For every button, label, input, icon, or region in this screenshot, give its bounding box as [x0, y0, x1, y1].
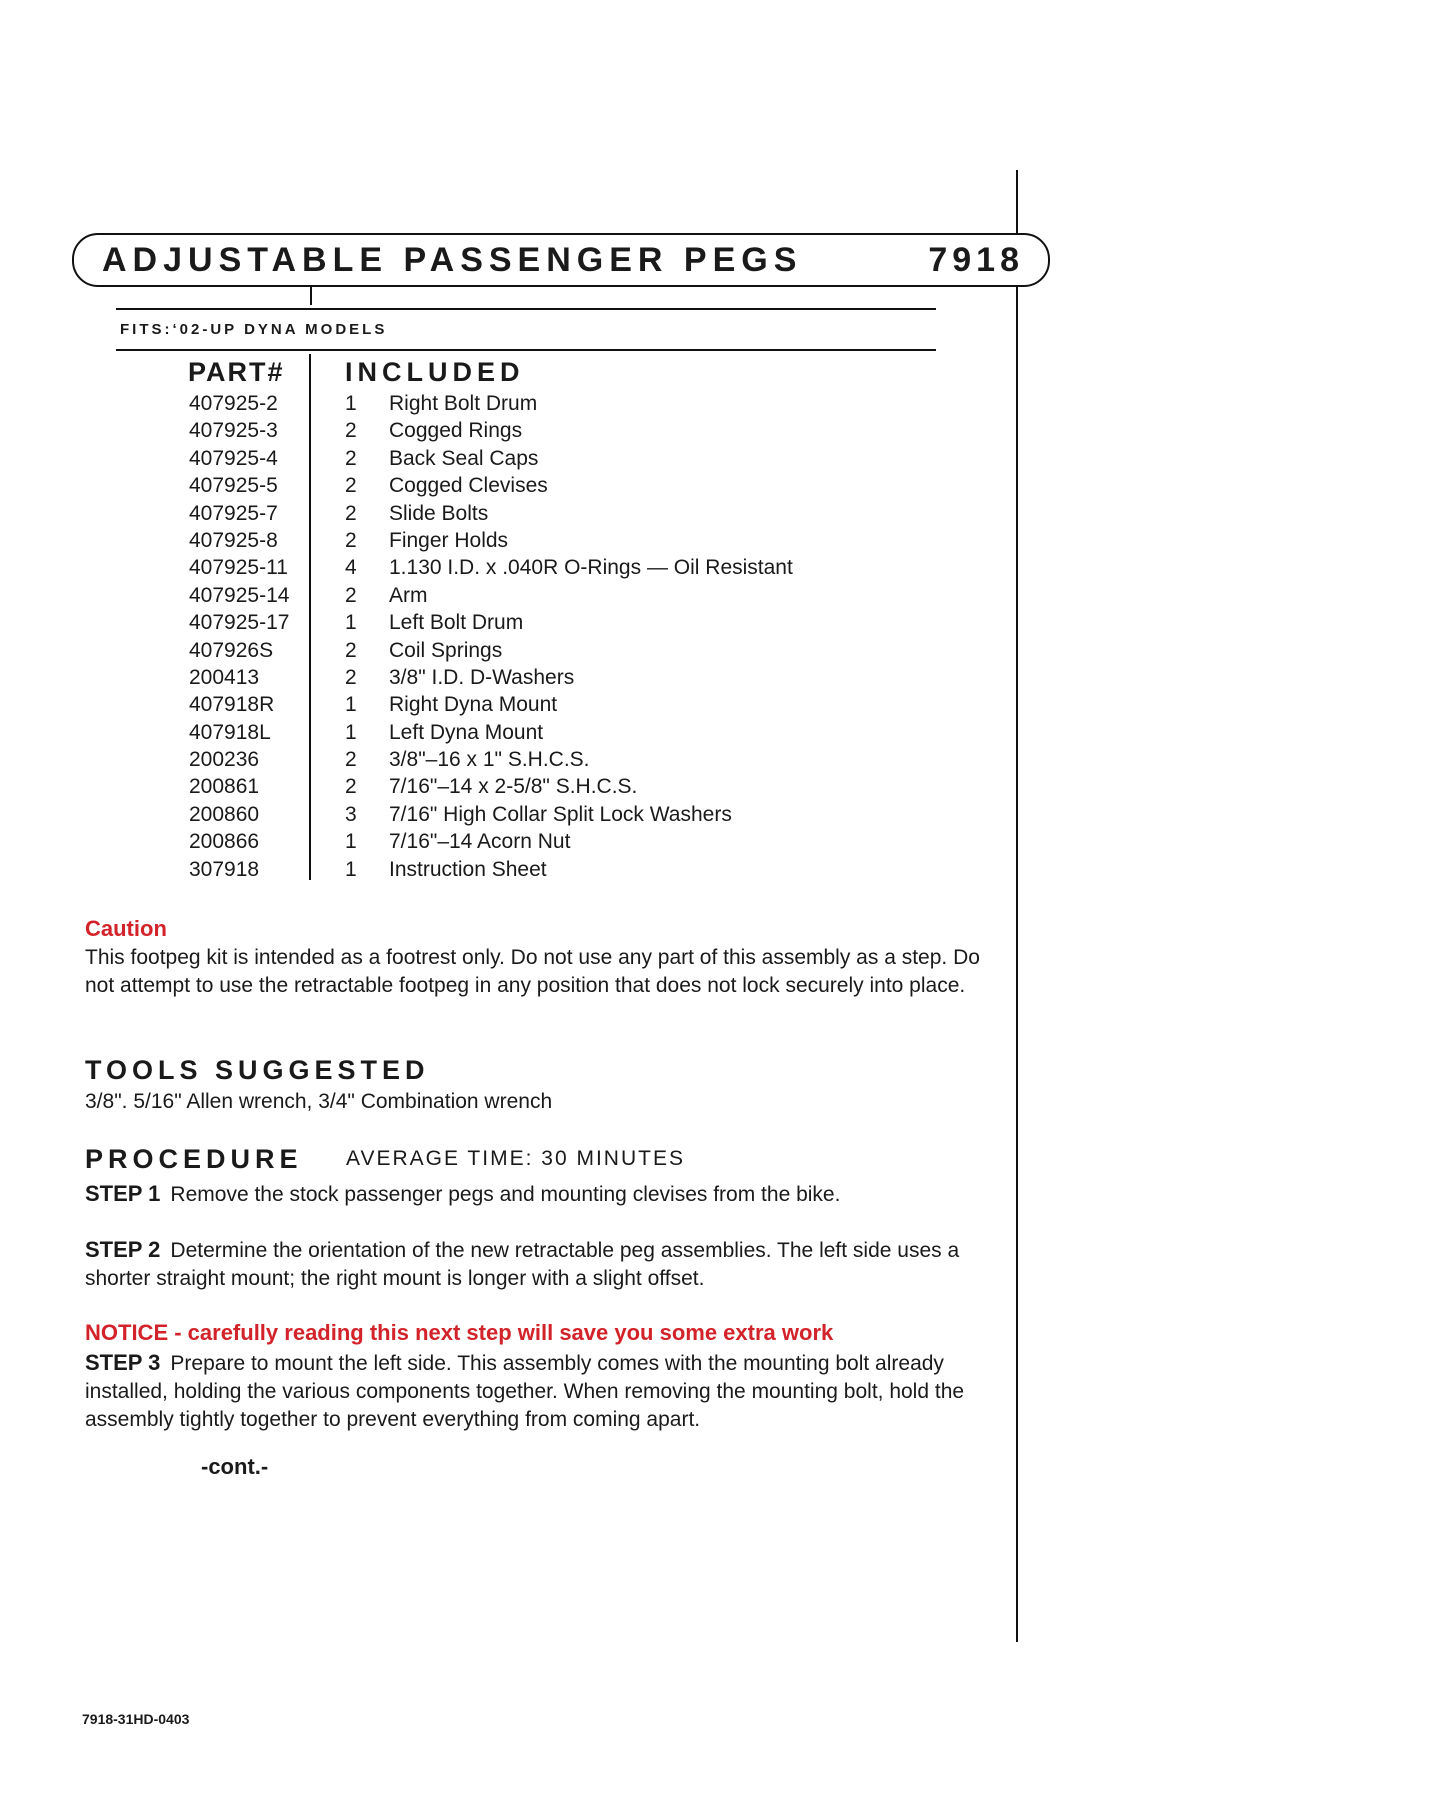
page-title: ADJUSTABLE PASSENGER PEGS [102, 241, 803, 279]
part-description: Arm [389, 583, 428, 607]
part-description: Back Seal Caps [389, 446, 539, 470]
step-2-text: Determine the orientation of the new retractable peg assemblies. The left side uses a shorter straight mount; the right mount is longer with a slight offset. [85, 1239, 960, 1290]
part-description: 3/8"–16 x 1" S.H.C.S. [389, 748, 590, 772]
tools-text: 3/8". 5/16" Allen wrench, 3/4" Combination wrench [85, 1090, 553, 1113]
part-number: 200413 [189, 665, 260, 689]
parts-row [0, 746, 1000, 773]
procedure-heading: PROCEDURE [85, 1144, 303, 1174]
part-number: 407925-14 [189, 583, 290, 607]
part-description: 7/16"–14 Acorn Nut [389, 830, 571, 854]
part-description: 1.130 I.D. x .040R O-Rings — Oil Resistant [389, 556, 793, 580]
quantity: 1 [345, 857, 357, 881]
quantity: 2 [345, 528, 357, 552]
parts-row [0, 664, 1000, 691]
part-description: Right Dyna Mount [389, 693, 558, 717]
part-description: Coil Springs [389, 638, 503, 662]
quantity: 2 [345, 501, 357, 525]
part-description: Right Bolt Drum [389, 392, 538, 415]
quantity: 1 [345, 693, 357, 717]
part-number: 200866 [189, 830, 260, 854]
part-description: Instruction Sheet [389, 857, 547, 881]
parts-row [0, 856, 1000, 883]
parts-row [0, 637, 1000, 664]
quantity: 4 [345, 556, 357, 580]
part-description: Cogged Clevises [389, 474, 548, 498]
footer-code: 7918-31HD-0403 [82, 1711, 190, 1727]
part-number: 407925-11 [189, 556, 288, 580]
part-number: 407926S [189, 638, 274, 662]
part-number: 407925-8 [189, 528, 278, 552]
parts-row [0, 500, 1000, 527]
parts-row [0, 691, 1000, 718]
product-number: 7918 [928, 241, 1024, 279]
parts-row [0, 801, 1000, 828]
part-number: 200860 [189, 802, 260, 826]
part-number: 407925-2 [189, 392, 278, 415]
quantity: 2 [345, 638, 357, 662]
step-2-label: STEP 2 [85, 1237, 161, 1262]
parts-row [0, 390, 1000, 417]
part-number-header: PART# [188, 357, 285, 387]
part-number: 407918R [189, 693, 275, 717]
part-number: 407925-7 [189, 501, 278, 525]
parts-row [0, 417, 1000, 444]
parts-row [0, 445, 1000, 472]
included-header: INCLUDED [345, 357, 525, 387]
title-tick-mark [310, 285, 312, 305]
step-3-label: STEP 3 [85, 1350, 161, 1375]
title-banner [72, 233, 1050, 287]
parts-row [0, 527, 1000, 554]
parts-row [0, 472, 1000, 499]
fits-top-rule [116, 308, 936, 310]
quantity: 1 [345, 611, 357, 635]
quantity: 2 [345, 748, 357, 772]
quantity: 2 [345, 665, 357, 689]
parts-row [0, 609, 1000, 636]
tools-heading: TOOLS SUGGESTED [85, 1055, 430, 1085]
quantity: 2 [345, 474, 357, 498]
part-description: Slide Bolts [389, 501, 489, 525]
fits-bottom-rule [116, 349, 936, 351]
continued-marker: -cont.- [201, 1454, 269, 1479]
parts-row [0, 828, 1000, 855]
part-number: 307918 [189, 857, 260, 881]
part-number: 407925-5 [189, 474, 278, 498]
part-description: Left Dyna Mount [389, 720, 544, 744]
quantity: 1 [345, 830, 357, 854]
part-description: 7/16"–14 x 2-5/8" S.H.C.S. [389, 775, 638, 799]
part-number: 200236 [189, 748, 260, 772]
quantity: 2 [345, 775, 357, 799]
quantity: 2 [345, 583, 357, 607]
step-3-text: Prepare to mount the left side. This assembly comes with the mounting bolt already installed, holding the various components together. When removing the mounting bolt, hold the assembly tightly together to prevent everything from coming apart. [85, 1352, 965, 1431]
step-1-text: Remove the stock passenger pegs and mounting clevises from the bike. [170, 1183, 841, 1206]
part-number: 407918L [189, 720, 271, 744]
part-description: 7/16" High Collar Split Lock Washers [389, 802, 732, 826]
part-number: 200861 [189, 775, 260, 799]
quantity: 1 [345, 392, 357, 415]
part-description: Finger Holds [389, 528, 509, 552]
average-time: AVERAGE TIME: 30 MINUTES [346, 1147, 685, 1170]
fits-label: FITS:‘02-UP DYNA MODELS [120, 321, 388, 338]
part-number: 407925-4 [189, 446, 278, 470]
part-number: 407925-17 [189, 611, 290, 635]
caution-text: This footpeg kit is intended as a footrest only. Do not use any part of this assembly as a step. Do not attempt to use the retractable footpeg in any position that does not lock securely into place. [85, 946, 980, 997]
notice-heading: NOTICE - carefully reading this next step will save you some extra work [85, 1320, 834, 1345]
quantity: 3 [345, 802, 357, 826]
part-description: 3/8" I.D. D-Washers [389, 665, 575, 689]
step-1 [85, 1180, 1005, 1209]
caution-heading: Caution [85, 916, 167, 941]
step-1-label: STEP 1 [85, 1181, 161, 1206]
part-description: Cogged Rings [389, 419, 523, 443]
step-2 [85, 1236, 1005, 1293]
parts-row [0, 719, 1000, 746]
parts-row [0, 554, 1000, 581]
parts-row [0, 582, 1000, 609]
right-vertical-rule [1016, 170, 1018, 1642]
parts-list [0, 390, 1000, 883]
quantity: 1 [345, 720, 357, 744]
step-3 [85, 1349, 1005, 1434]
quantity: 2 [345, 419, 357, 443]
quantity: 2 [345, 446, 357, 470]
part-number: 407925-3 [189, 419, 278, 443]
parts-row [0, 773, 1000, 800]
part-description: Left Bolt Drum [389, 611, 524, 635]
